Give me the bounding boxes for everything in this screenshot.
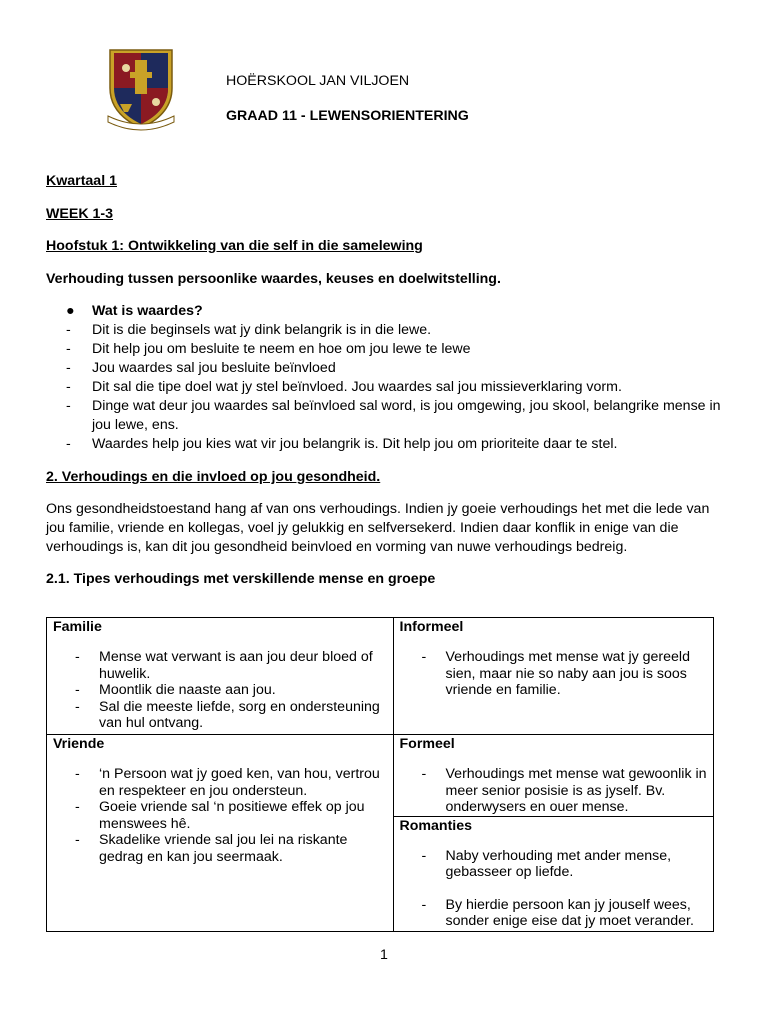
cell-vriende [47, 735, 394, 932]
cell-familie [47, 618, 394, 735]
list-item: - Waardes help jou kies wat vir jou belangrik is. Dit help jou om prioriteite daar te stel. [66, 436, 618, 452]
cell-title: Vriende [53, 736, 105, 752]
cell-formeel [393, 735, 714, 817]
school-name: HOËRSKOOL JAN VILJOEN [226, 73, 410, 89]
bullet-icon: ● [66, 303, 75, 319]
list-item: - Verhoudings met mense wat gewoonlik in meer senior posisie is as jyself. Bv. onderwysers en ouer mense. [421, 766, 707, 815]
list-item: - Mense wat verwant is aan jou deur bloed of huwelik. [75, 649, 373, 682]
list-item: - Dit help jou om besluite te neem en hoe om jou lewe te lewe [66, 341, 471, 357]
list-item: - ‘n Persoon wat jy goed ken, van hou, vertrou en respekteer en jou ondersteun. [75, 766, 380, 799]
cell-title: Familie [53, 619, 102, 635]
section2-heading: 2. Verhoudings en die invloed op jou gesondheid. [46, 469, 381, 485]
values-list [46, 302, 722, 454]
list-item: - Jou waardes sal jou besluite beïnvloed [66, 360, 336, 376]
list-item: - Sal die meeste liefde, sorg en ondersteuning van hul ontvang. [75, 698, 380, 731]
list-item: - Verhoudings met mense wat jy gereeld sien, maar nie so naby aan jou is soos vriende en familie. [421, 649, 690, 698]
list-item: - Moontlik die naaste aan jou. [75, 682, 276, 698]
list-item: - Dit sal die tipe doel wat jy stel beïnvloed. Jou waardes sal jou missieverklaring vorm. [66, 379, 622, 395]
grade-title: GRAAD 11 - LEWENSORIENTERING [226, 108, 469, 124]
document-body [46, 172, 722, 589]
relationships-table [46, 617, 714, 932]
school-crest-icon [102, 42, 180, 132]
table-row [47, 735, 714, 817]
term-label: Kwartaal 1 [46, 173, 117, 189]
cell-title: Formeel [399, 736, 455, 752]
week-label: WEEK 1-3 [46, 206, 114, 222]
table-row [47, 618, 714, 735]
list-item: - Goeie vriende sal ‘n positiewe effek op jou menswees hê. [75, 799, 365, 832]
page-number: 1 [380, 947, 388, 963]
cell-romanties [393, 816, 714, 931]
section2-paragraph: Ons gesondheidstoestand hang af van ons verhoudings. Indien jy goeie verhoudings het met die lede van jou familie, vriende en kollegas, voel jy gelukkig en selfversekerd. Indien daar konflik in enige van die verhoudings is, kan dit jou gesondheid beinvloed en vorming van nuwe verhoudings bedreig. [46, 501, 710, 555]
list-item: - By hierdie persoon kan jy jouself wees, sonder enige eise dat jy moet verander. [421, 896, 694, 929]
cell-informeel [393, 618, 714, 735]
list-item: - Dinge wat deur jou waardes sal beïnvloed sal word, is jou omgewing, jou skool, belangrike mense in jou lewe, ens. [66, 398, 721, 433]
chapter-heading: Hoofstuk 1: Ontwikkeling van die self in die samelewing [46, 238, 423, 254]
list-item: - Skadelike vriende sal jou lei na riskante gedrag en kan jou seermaak. [75, 832, 348, 865]
list-item: - Dit is die beginsels wat jy dink belangrik is in die lewe. [66, 322, 432, 338]
cell-title: Romanties [399, 817, 473, 834]
list-item: ● Wat is waardes? [66, 303, 203, 319]
section2-subheading: 2.1. Tipes verhoudings met verskillende mense en groepe [46, 571, 436, 587]
cell-title: Informeel [399, 619, 464, 635]
section-heading: Verhouding tussen persoonlike waardes, keuses en doelwitstelling. [46, 271, 501, 287]
list-item: - Naby verhouding met ander mense, gebasseer op liefde. [421, 847, 672, 880]
